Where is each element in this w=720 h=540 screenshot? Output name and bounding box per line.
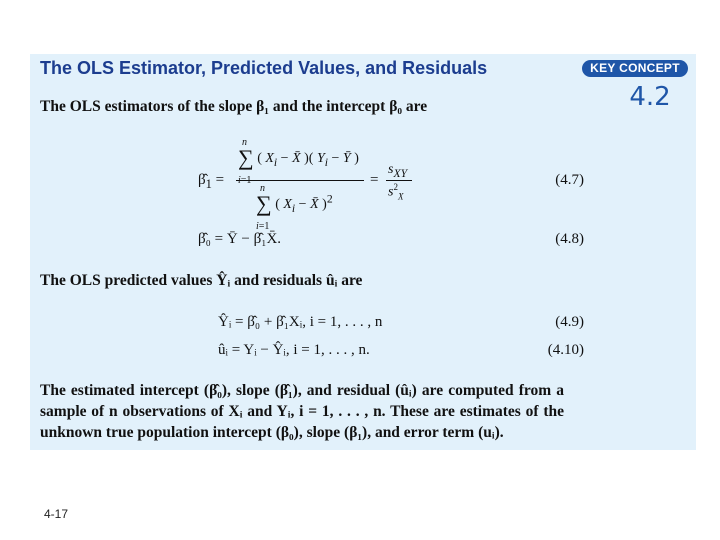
predicted-intro-text: The OLS predicted values Ŷᵢ and residuals ûᵢ are xyxy=(40,272,363,289)
key-concept-number: 4.2 xyxy=(629,82,671,112)
equation-label-4-7: (4.7) xyxy=(555,172,584,188)
beta1-hat-lhs: $\betâ_1$ = xyxy=(198,172,225,191)
concept-heading: The OLS Estimator, Predicted Values, and Residuals xyxy=(40,58,488,78)
fraction-bar-2 xyxy=(386,180,412,181)
variance-term: $s^2_X$ xyxy=(388,182,404,202)
fraction-bar xyxy=(236,180,364,181)
numerator: n ∑ ( $X_i$ − X̄ )( $Y_i$ − Ȳ ) xyxy=(238,137,359,170)
equation-4-10: ûᵢ = Yᵢ − Ŷᵢ, i = 1, . . . , n. xyxy=(218,342,370,358)
covariance-term: $s_{XY}$ xyxy=(388,162,408,180)
summary-paragraph: The estimated intercept (β̂₀), slope (β̂₁), and residual (ûᵢ) are computed from a sample of n observations of Xᵢ and Yᵢ, i = 1, . . . , n. These are estimates of the unknown true population intercept (β₀), slope (β₁), and error term (uᵢ). xyxy=(40,382,564,441)
equation-4-8: β̂₀ = Ȳ − β̂₁X̄. xyxy=(198,231,282,247)
equation-label-4-9: (4.9) xyxy=(555,314,584,330)
key-concept-badge: KEY CONCEPT xyxy=(582,60,688,77)
intro-text-value: The OLS estimators of the slope β₁ and the intercept β₀ are xyxy=(40,98,428,115)
equation-label-4-10: (4.10) xyxy=(547,342,584,358)
intro-text xyxy=(40,98,427,116)
page-number: 4-17 xyxy=(44,507,69,521)
equation-4-9: Ŷᵢ = β̂₀ + β̂₁Xᵢ, i = 1, . . . , n xyxy=(218,314,383,330)
denominator: n ∑ i=1 ( $X_i$ − X̄ )$^2$ xyxy=(256,183,333,232)
equals-sign: = xyxy=(370,172,379,188)
equation-label-4-8: (4.8) xyxy=(555,231,584,247)
key-concept-box xyxy=(30,54,696,450)
